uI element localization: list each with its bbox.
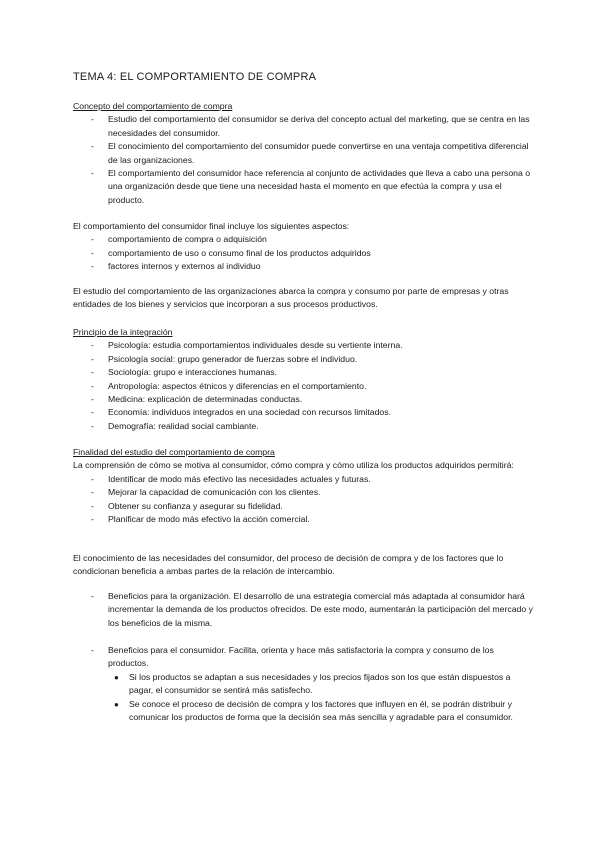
list-item: - comportamiento de compra o adquisición <box>91 234 267 245</box>
integration-list <box>73 339 533 433</box>
list-item: - Medicina: explicación de determinadas conductas. <box>91 394 303 405</box>
final-consumer-list <box>73 233 533 273</box>
final-consumer-section <box>73 220 533 274</box>
list-item: - comportamiento de uso o consumo final de los productos adquiridos <box>91 247 371 258</box>
list-item: - El comportamiento del consumidor hace referencia al conjunto de actividades que lleva a cabo una persona o una organización desde que tiene una necesidad hasta el momento en que efectúa la compra y usa el producto. <box>91 168 531 205</box>
list-item: - Mejorar la capacidad de comunicación con los clientes. <box>91 487 321 498</box>
benefits-consumer-sublist <box>111 671 533 725</box>
list-item: ● Se conoce el proceso de decisión de compra y los factores que influyen en él, se podrán distribuir y comunicar los productos de forma que la decisión sea más sencilla y agradable para el consumidor. <box>114 698 513 723</box>
purpose-heading: Finalidad del estudio del comportamiento de compra <box>73 447 275 457</box>
list-item: - Obtener su confianza y asegurar su fidelidad. <box>91 500 283 511</box>
organizations-paragraph: El estudio del comportamiento de las organizaciones abarca la compra y consumo por parte de empresas y otras entidades de los bienes y servicios que incorporan a sus procesos productivos. <box>73 286 509 310</box>
list-item: - Identificar de modo más efectivo las necesidades actuales y futuras. <box>91 473 371 484</box>
list-item: - Economía: individuos integrados en una sociedad con recursos limitados. <box>91 407 391 418</box>
integration-heading: Principio de la integración <box>73 327 173 337</box>
page-title: TEMA 4: EL COMPORTAMIENTO DE COMPRA <box>73 71 317 83</box>
list-item: - Beneficios para la organización. El desarrollo de una estrategia comercial más adaptada al consumidor hará incrementar la demanda de los productos ofrecidos. De este modo, aumentarán la participación del mercado y los beneficios de la misma. <box>91 591 533 628</box>
benefits-consumer-list <box>73 644 533 671</box>
concept-list <box>73 113 533 207</box>
list-item: - Antropología: aspectos étnicos y diferencias en el comportamiento. <box>91 380 367 391</box>
purpose-section <box>73 446 533 526</box>
list-item: - Sociología: grupo e interacciones humanas. <box>91 367 278 378</box>
list-item: ● Si los productos se adaptan a sus necesidades y los precios fijados son los que están dispuestos a pagar, el consumidor se sentirá más satisfecho. <box>114 671 511 696</box>
concept-heading: Concepto del comportamiento de compra <box>73 101 233 111</box>
list-item: - El conocimiento del comportamiento del consumidor puede convertirse en una ventaja competitiva diferencial de las organizaciones. <box>91 141 529 165</box>
benefits-org-section <box>73 590 533 630</box>
benefits-consumer-section <box>73 644 533 724</box>
organizations-section <box>73 285 533 312</box>
knowledge-paragraph: El conocimiento de las necesidades del consumidor, del proceso de decisión de compra y de los factores que lo condicionan beneficia a ambas partes de la relación de intercambio. <box>73 553 504 577</box>
benefits-org-list <box>73 590 533 630</box>
list-item: - Psicología social: grupo generador de fuerzas sobre el individuo. <box>91 353 358 364</box>
list-item: - factores internos y externos al individuo <box>91 261 261 272</box>
list-item: - Demografía: realidad social cambiante. <box>91 420 259 431</box>
list-item: - Psicología: estudia comportamientos individuales desde su vertiente interna. <box>91 340 403 351</box>
final-consumer-intro: El comportamiento del consumidor final incluye los siguientes aspectos: <box>73 221 350 231</box>
concept-section <box>73 100 533 207</box>
purpose-intro: La comprensión de cómo se motiva al consumidor, cómo compra y cómo utiliza los productos adquiridos permitirá: <box>73 460 514 471</box>
integration-section <box>73 326 533 433</box>
purpose-list <box>73 473 533 527</box>
knowledge-section <box>73 552 533 579</box>
list-item: - Beneficios para el consumidor. Facilita, orienta y hace más satisfactoria la compra y consumo de los productos. <box>91 645 494 669</box>
list-item: - Estudio del comportamiento del consumidor se deriva del concepto actual del marketing, que se centra en las necesidades del consumidor. <box>91 114 530 138</box>
list-item: - Planificar de modo más efectivo la acción comercial. <box>91 514 310 525</box>
